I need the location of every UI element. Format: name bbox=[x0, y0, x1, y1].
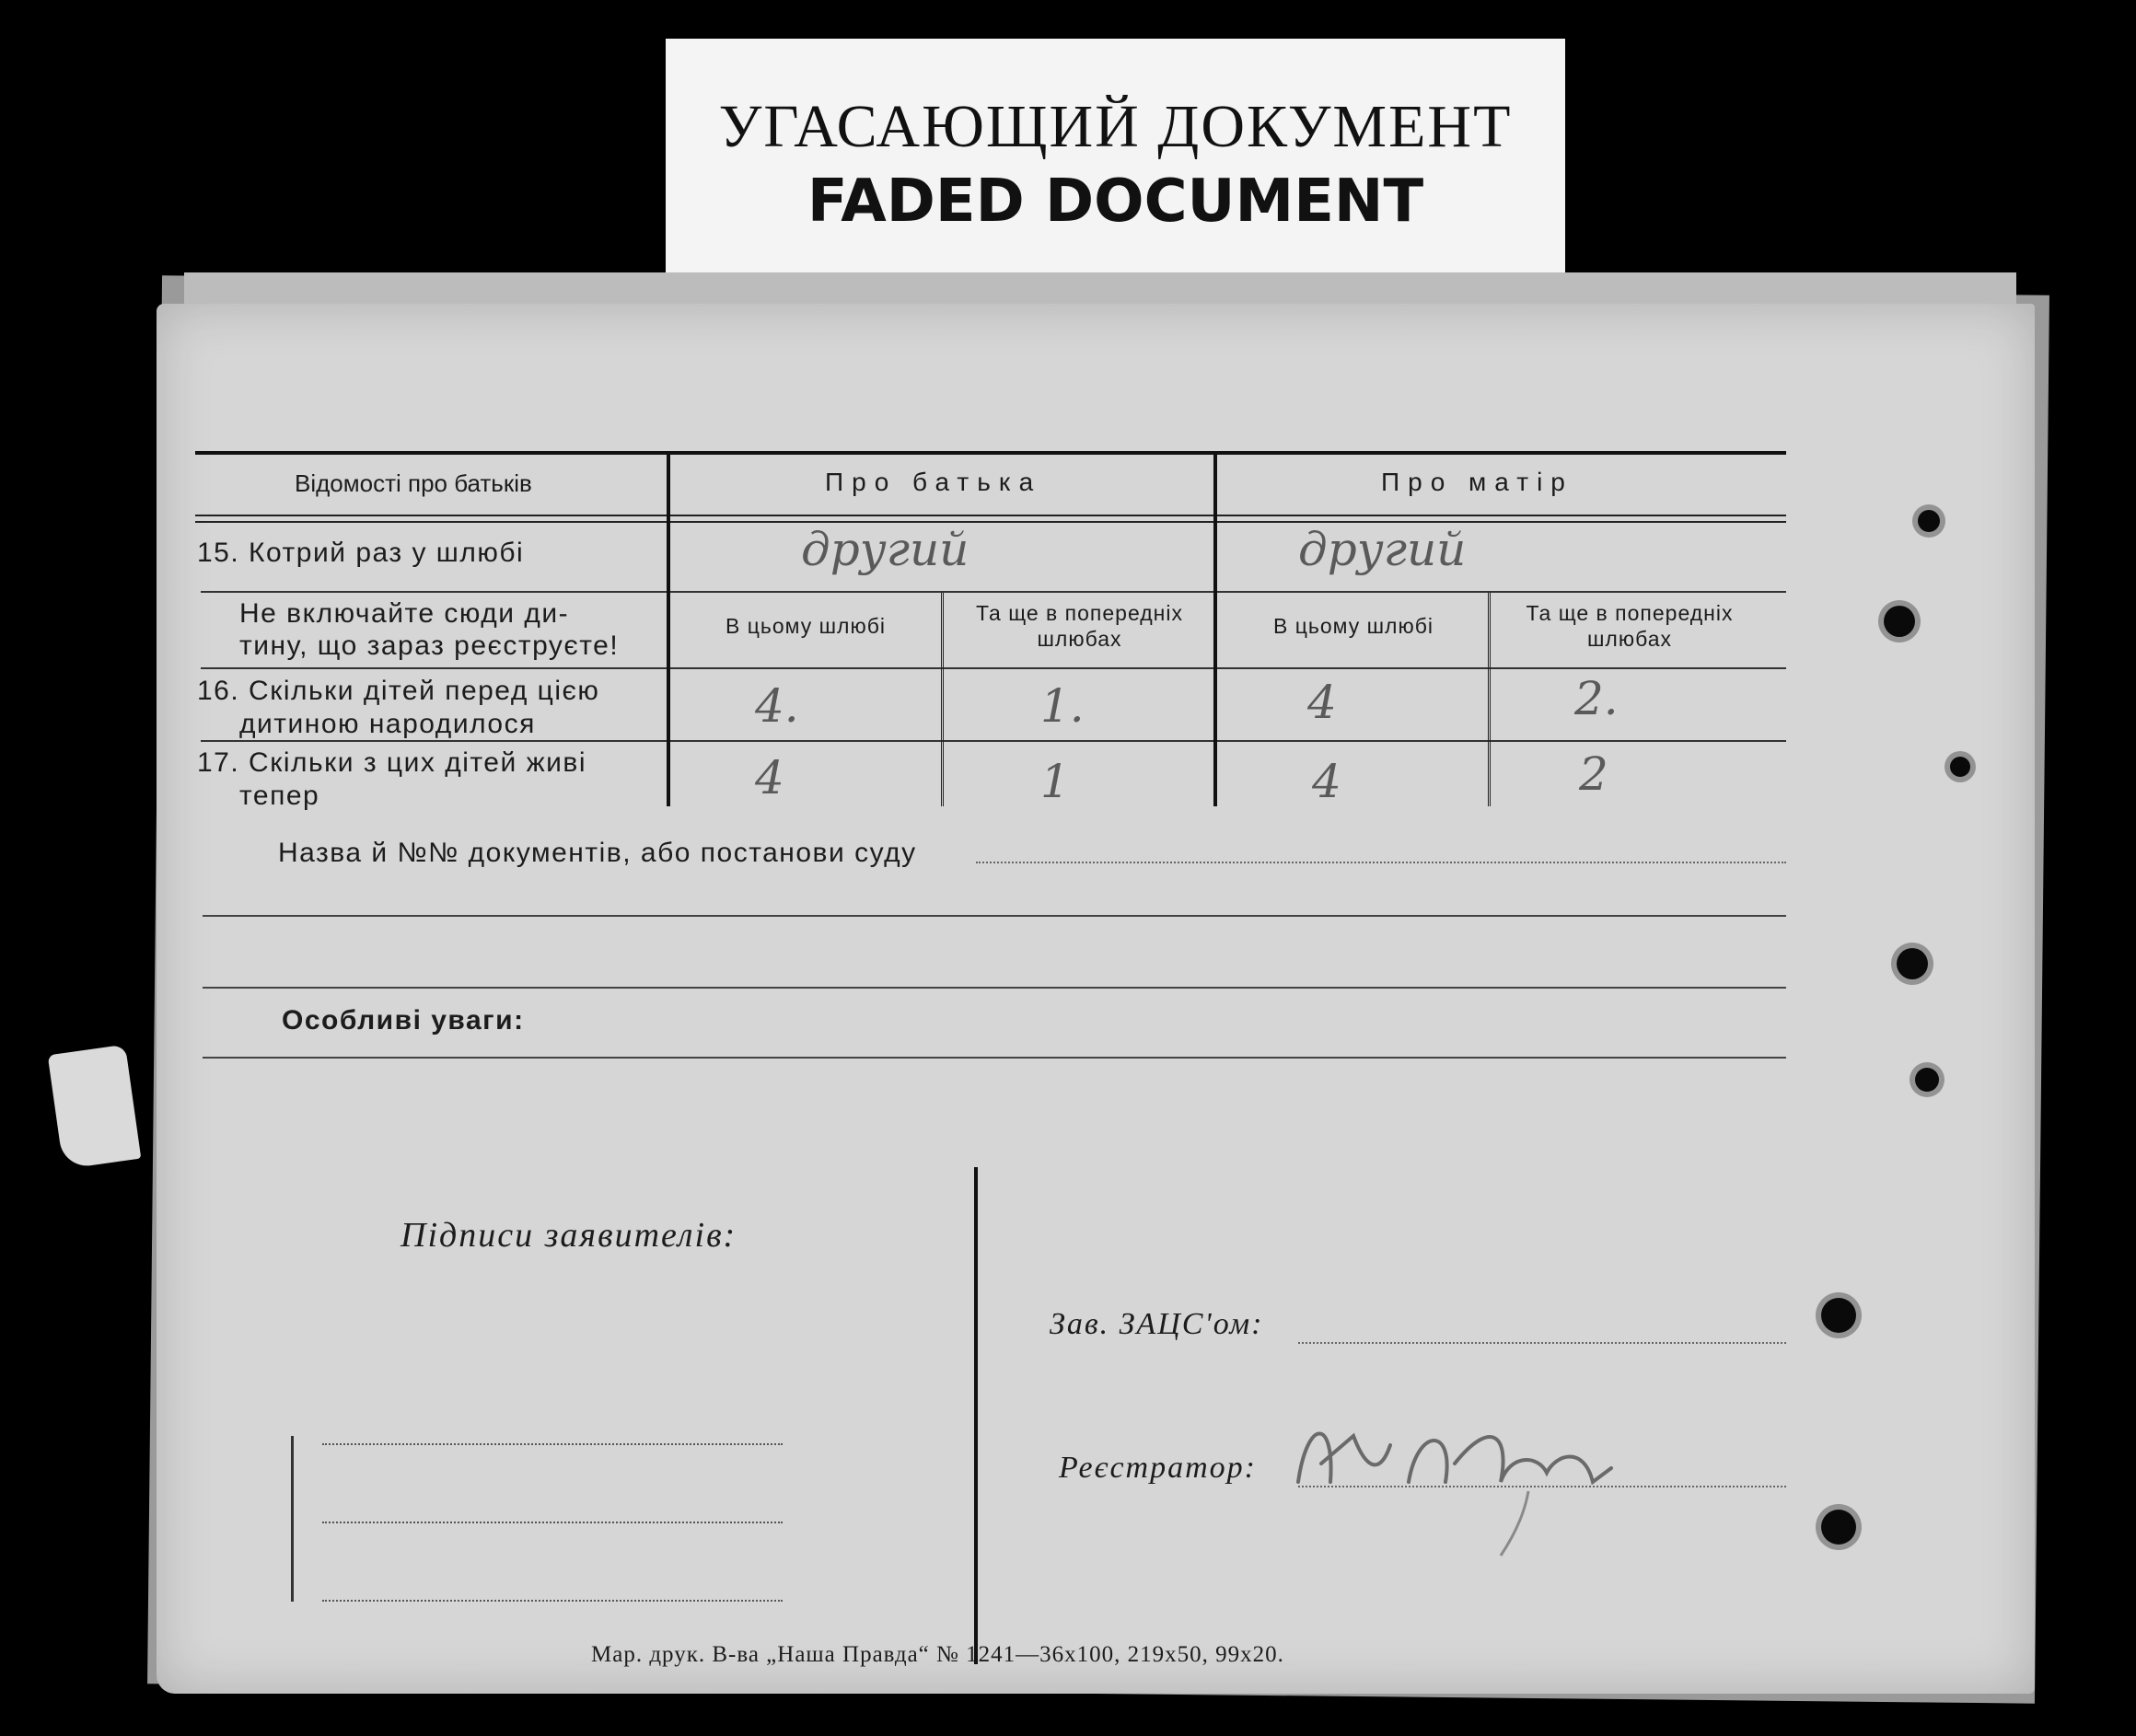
form-page bbox=[157, 304, 2035, 1694]
row16-father-this: 4. bbox=[755, 679, 799, 733]
header-rule-1 bbox=[195, 515, 1786, 516]
row16-line-2: дитиною народилося bbox=[239, 709, 536, 739]
subheader-prev-marriages-father: Та ще в попередніх шлюбах bbox=[976, 601, 1183, 651]
head-label: Зав. ЗАЦС'ом: bbox=[1050, 1307, 1264, 1341]
col-rule-mother bbox=[1213, 453, 1217, 806]
documents-label: Назва й №№ документів, або постанови суду bbox=[278, 838, 917, 868]
remarks-field-line[interactable] bbox=[203, 1057, 1786, 1059]
col-rule-father bbox=[667, 453, 670, 806]
row17-mother-prev: 2 bbox=[1579, 747, 1608, 801]
documents-field-line-1[interactable] bbox=[203, 915, 1786, 917]
documents-field-dots[interactable] bbox=[976, 862, 1786, 863]
printer-imprint: Мар. друк. В-ва „Наша Правда“ № 1241—36х100, 219х50, 99х20. bbox=[591, 1642, 1284, 1667]
note-line-1: Не включайте сюди ди- bbox=[239, 598, 570, 629]
row15-label: 15. Котрий раз у шлюбі bbox=[197, 538, 525, 568]
row16-line-1: 16. Скільки дітей перед цією bbox=[197, 676, 600, 706]
row16-rule bbox=[201, 740, 1786, 742]
faded-document-label bbox=[666, 39, 1565, 280]
note-rule bbox=[201, 667, 1786, 669]
row16-mother-this: 4 bbox=[1307, 676, 1337, 729]
registrar-label: Реєстратор: bbox=[1059, 1451, 1257, 1485]
table-top-rule bbox=[195, 451, 1786, 455]
applicants-label: Підписи заявителів: bbox=[400, 1216, 737, 1255]
row17-line-1: 17. Скільки з цих дітей живі bbox=[197, 747, 586, 778]
punch-hole bbox=[1821, 1298, 1856, 1333]
label-english: FADED DOCUMENT bbox=[807, 168, 1424, 236]
subheader-this-marriage-father: В цьому шлюбі bbox=[725, 614, 887, 638]
punch-hole bbox=[1915, 1068, 1939, 1092]
note-line-2: тину, що зараз реєструєте! bbox=[239, 631, 620, 661]
applicants-bracket bbox=[291, 1436, 294, 1602]
header-rule-2 bbox=[195, 521, 1786, 523]
row15-rule bbox=[201, 591, 1786, 593]
row17-father-this: 4 bbox=[755, 751, 784, 804]
col-rule-mother-sub bbox=[1488, 593, 1495, 806]
applicant-signature-line-2[interactable] bbox=[322, 1522, 783, 1523]
row17-line-2: тепер bbox=[239, 781, 320, 811]
applicant-signature-line-1[interactable] bbox=[322, 1443, 783, 1445]
documents-field-line-2[interactable] bbox=[203, 987, 1786, 989]
applicant-signature-line-3[interactable] bbox=[322, 1600, 783, 1602]
punch-hole bbox=[1950, 757, 1970, 777]
col-rule-father-sub bbox=[941, 593, 948, 806]
signatures-divider bbox=[974, 1167, 978, 1664]
remarks-label: Особливі уваги: bbox=[282, 1005, 525, 1036]
header-mother: Про матір bbox=[1381, 468, 1573, 496]
punch-hole bbox=[1918, 510, 1940, 532]
subheader-prev-marriages-mother: Та ще в попередніх шлюбах bbox=[1526, 601, 1734, 651]
row16-mother-prev: 2. bbox=[1574, 672, 1619, 725]
label-russian: УГАСАЮЩИЙ ДОКУМЕНТ bbox=[718, 93, 1513, 160]
row16-father-prev: 1. bbox=[1040, 679, 1085, 733]
paper-tab bbox=[48, 1045, 142, 1170]
row17-mother-this: 4 bbox=[1312, 755, 1341, 808]
registrar-signature bbox=[1280, 1381, 1666, 1565]
punch-hole bbox=[1884, 606, 1915, 637]
row17-father-prev: 1 bbox=[1040, 755, 1070, 808]
head-signature-line[interactable] bbox=[1298, 1342, 1786, 1344]
subheader-this-marriage-mother: В цьому шлюбі bbox=[1272, 614, 1434, 638]
punch-hole bbox=[1821, 1510, 1856, 1545]
punch-hole bbox=[1897, 948, 1928, 979]
row15-father-value: другий bbox=[801, 523, 969, 576]
header-parents-info: Відомості про батьків bbox=[295, 469, 532, 497]
row15-mother-value: другий bbox=[1298, 523, 1467, 576]
header-father: Про батька bbox=[825, 468, 1042, 496]
